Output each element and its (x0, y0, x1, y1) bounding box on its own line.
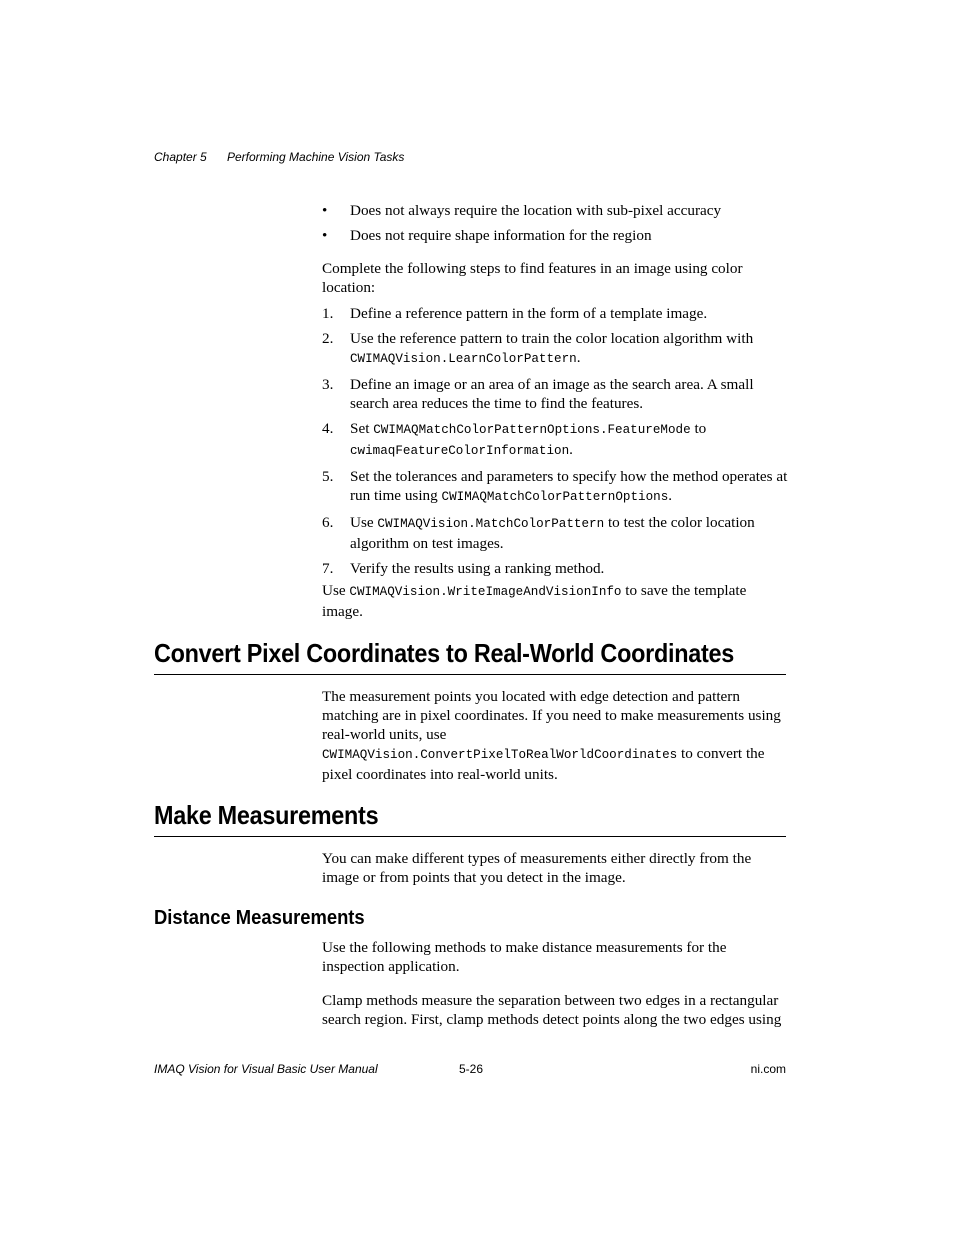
steps-list (322, 304, 788, 584)
bullet-mark: • (322, 202, 328, 219)
list-item: 6. Use CWIMAQVision.MatchColorPattern to test the color location algorithm on test images. (322, 514, 755, 552)
list-item: 2. Use the reference pattern to train the color location algorithm with CWIMAQVision.LearnColorPattern. (322, 330, 754, 366)
footer-website: ni.com (750, 1062, 786, 1076)
footer-page-number: 5-26 (459, 1062, 484, 1076)
code-reference: CWIMAQMatchColorPatternOptions.FeatureMode (373, 423, 691, 437)
code-reference: cwimaqFeatureColorInformation (350, 444, 570, 458)
subsection-heading-distance: Distance Measurements (154, 907, 365, 929)
code-reference: CWIMAQVision.WriteImageAndVisionInfo (349, 585, 622, 599)
list-item: 1. Define a reference pattern in the form of a template image. (322, 305, 708, 322)
code-reference: CWIMAQVision.ConvertPixelToRealWorldCoordinates (322, 748, 678, 762)
list-item: • Does not always require the location with sub-pixel accuracy (322, 202, 722, 219)
list-item: 3. Define an image or an area of an image as the search area. A small search area reduces the time to find the features. (322, 376, 754, 412)
heading-rule (154, 836, 786, 837)
bullet-list (322, 201, 788, 251)
list-item: • Does not require shape information for the region (322, 227, 652, 244)
heading-rule (154, 674, 786, 675)
distance-paragraph-1: Use the following methods to make distance measurements for the inspection application. (322, 939, 727, 975)
intro-paragraph: Complete the following steps to find features in an image using color location: (322, 260, 743, 296)
save-note-paragraph: Use CWIMAQVision.WriteImageAndVisionInfo to save the template image. (322, 582, 747, 620)
section-heading-measurements: Make Measurements (154, 800, 379, 830)
bullet-mark: • (322, 227, 328, 244)
list-item: 7. Verify the results using a ranking method. (322, 560, 605, 577)
list-item: 4. Set CWIMAQMatchColorPatternOptions.FeatureMode to cwimaqFeatureColorInformation. (322, 420, 707, 458)
code-reference: CWIMAQVision.LearnColorPattern (350, 352, 577, 366)
code-reference: CWIMAQMatchColorPatternOptions (441, 490, 669, 504)
header-chapter: Chapter 5 (154, 150, 207, 164)
footer-manual-title: IMAQ Vision for Visual Basic User Manual (154, 1062, 378, 1076)
convert-paragraph: The measurement points you located with edge detection and pattern matching are in pixel coordinates. If you need to make measurements using real-world units, use CWIMAQVision.ConvertPixelToRealWorldCoordinates to convert the pixel coordinates into real-world units. (322, 688, 781, 783)
measurements-paragraph: You can make different types of measurements either directly from the image or from points that you detect in the image. (322, 850, 752, 886)
code-reference: CWIMAQVision.MatchColorPattern (377, 517, 605, 531)
list-item: 5. Set the tolerances and parameters to specify how the method operates at run time using CWIMAQMatchColorPatternOptions. (322, 468, 788, 504)
section-heading-convert: Convert Pixel Coordinates to Real-World Coordinates (154, 638, 734, 668)
header-title: Performing Machine Vision Tasks (227, 150, 405, 164)
distance-paragraph-2: Clamp methods measure the separation between two edges in a rectangular search region. First, clamp methods detect points along the two edges using (322, 992, 782, 1028)
